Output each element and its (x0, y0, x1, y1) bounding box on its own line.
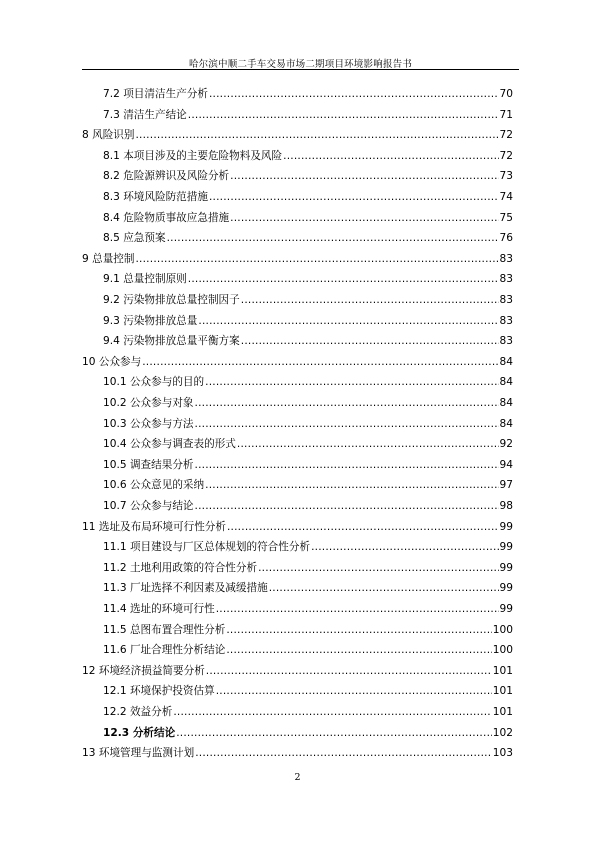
toc-entry-title: 8.2 危险源辨识及风险分析 (103, 170, 230, 183)
toc-dot-leader (283, 149, 498, 163)
toc-entry-page: 99 (499, 520, 513, 533)
toc-entry-title: 8.1 本项目涉及的主要危险物料及风险 (103, 149, 283, 162)
page-number: 2 (294, 772, 301, 783)
toc-entry[interactable] (82, 518, 513, 534)
toc-entry-page: 75 (499, 211, 513, 224)
toc-entry-title: 10.7 公众参与结论 (103, 500, 194, 512)
toc-entry[interactable] (103, 559, 513, 575)
toc-entry[interactable] (103, 538, 513, 554)
toc-dot-leader (205, 375, 498, 389)
toc-entry[interactable] (103, 147, 513, 163)
toc-entry-title: 9.3 污染物排放总量 (103, 314, 198, 327)
toc-entry-page: 92 (499, 438, 513, 451)
toc-entry-title: 10.4 公众参与调查表的形式 (103, 438, 236, 451)
toc-entry[interactable] (103, 641, 513, 657)
toc-dot-leader (167, 231, 499, 245)
toc-entry-title: 12.2 效益分析 (103, 706, 173, 718)
toc-entry-title: 10.5 调查结果分析 (103, 458, 194, 471)
toc-entry[interactable] (103, 394, 513, 410)
toc-entry-page: 101 (492, 664, 513, 677)
toc-dot-leader (176, 726, 492, 740)
toc-dot-leader (241, 334, 499, 348)
toc-entry-title: 11.3 厂址选择不利因素及减缓措施 (103, 582, 268, 595)
toc-dot-leader (195, 499, 499, 513)
toc-dot-leader (258, 561, 498, 575)
toc-entry-page: 84 (499, 417, 513, 430)
toc-entry-title: 9.2 污染物排放总量控制因子 (103, 294, 240, 306)
toc-entry-page: 72 (499, 129, 513, 142)
toc-dot-leader (269, 581, 499, 595)
toc-entry[interactable] (103, 106, 513, 122)
toc-entry[interactable] (103, 167, 513, 183)
toc-dot-leader (237, 437, 499, 451)
toc-entry-title: 11.2 土地利用政策的符合性分析 (103, 561, 258, 574)
toc-dot-leader (198, 314, 498, 328)
toc-entry-title: 10.2 公众参与对象 (103, 397, 194, 409)
toc-dot-leader (135, 252, 498, 266)
toc-entry-title: 9.1 总量控制原则 (103, 273, 187, 286)
toc-entry-title: 10.6 公众意见的采纳 (103, 479, 205, 492)
toc-entry-page: 83 (499, 335, 513, 348)
toc-entry[interactable] (103, 270, 513, 286)
toc-dot-leader (188, 272, 499, 286)
toc-entry-title: 11.4 选址的环境可行性 (103, 603, 215, 615)
toc-entry[interactable] (103, 703, 513, 719)
toc-entry-page: 99 (499, 541, 513, 554)
toc-entry-page: 84 (499, 355, 513, 368)
toc-entry-title: 11.5 总图布置合理性分析 (103, 623, 226, 636)
toc-entry-page: 73 (499, 170, 513, 183)
toc-dot-leader (226, 643, 491, 657)
toc-entry-title: 11.6 厂址合理性分析结论 (103, 644, 226, 657)
toc-entry-page: 74 (499, 191, 513, 203)
toc-entry-title: 11.1 项目建设与厂区总体规划的符合性分析 (103, 541, 311, 554)
toc-entry[interactable] (82, 744, 513, 760)
toc-entry-page: 101 (492, 706, 513, 718)
toc-entry-title: 10.1 公众参与的目的 (103, 376, 205, 389)
toc-entry[interactable] (103, 188, 513, 204)
toc-entry[interactable] (103, 291, 513, 307)
toc-entry[interactable] (103, 85, 513, 101)
toc-entry-title: 8.5 应急预案 (103, 232, 166, 245)
toc-entry-page: 84 (499, 376, 513, 389)
toc-entry[interactable] (103, 312, 513, 328)
toc-entry-title: 9 总量控制 (82, 252, 135, 265)
toc-entry-page: 99 (499, 603, 513, 615)
toc-dot-leader (230, 169, 498, 183)
running-header: 哈尔滨中顺二手车交易市场二期项目环境影响报告书 (188, 59, 413, 70)
toc-dot-leader (173, 705, 491, 719)
toc-entry-title: 11 选址及布局环境可行性分析 (82, 520, 226, 533)
toc-dot-leader (230, 211, 498, 225)
toc-entry[interactable] (103, 435, 513, 451)
toc-dot-leader (205, 478, 498, 492)
toc-entry-page: 102 (492, 726, 513, 739)
toc-entry-page: 83 (499, 314, 513, 327)
toc-dot-leader (209, 190, 499, 204)
toc-entry[interactable] (103, 456, 513, 472)
toc-entry-page: 100 (492, 623, 513, 636)
toc-entry-title: 10 公众参与 (82, 355, 142, 368)
toc-dot-leader (209, 87, 499, 101)
toc-entry[interactable] (103, 209, 513, 225)
toc-entry[interactable] (103, 621, 513, 637)
toc-entry-title: 10.3 公众参与方法 (103, 417, 194, 430)
toc-entry-title: 12.1 环境保护投资估算 (103, 685, 215, 698)
toc-entry-title: 12.3 分析结论 (103, 726, 176, 739)
toc-entry-page: 83 (499, 252, 513, 265)
toc-dot-leader (227, 520, 499, 534)
toc-entry[interactable] (82, 250, 513, 266)
toc-entry-page: 83 (499, 294, 513, 306)
toc-dot-leader (188, 108, 499, 122)
toc-dot-leader (241, 293, 499, 307)
toc-entry[interactable] (103, 415, 513, 431)
toc-entry-page: 70 (499, 88, 513, 100)
toc-entry-title: 13 环境管理与监测计划 (82, 747, 195, 760)
toc-entry-page: 99 (499, 582, 513, 595)
toc-entry-page: 97 (499, 479, 513, 492)
toc-dot-leader (195, 417, 499, 431)
toc-entry-page: 94 (499, 458, 513, 471)
toc-dot-leader (135, 128, 498, 142)
toc-entry[interactable] (103, 682, 513, 698)
toc-entry-title: 8 风险识别 (82, 129, 135, 142)
toc-entry-title: 9.4 污染物排放总量平衡方案 (103, 335, 240, 348)
toc-entry[interactable] (103, 579, 513, 595)
toc-entry-title: 7.3 清洁生产结论 (103, 108, 187, 121)
toc-entry[interactable] (82, 353, 513, 369)
toc-entry-title: 8.4 危险物质事故应急措施 (103, 211, 230, 224)
toc-dot-leader (195, 746, 492, 760)
toc-dot-leader (226, 623, 491, 637)
toc-entry-page: 99 (499, 561, 513, 574)
toc-entry[interactable] (103, 229, 513, 245)
toc-entry[interactable] (103, 497, 513, 513)
toc-entry-page: 71 (499, 108, 513, 121)
toc-dot-leader (195, 396, 499, 410)
toc-entry-page: 83 (499, 273, 513, 286)
toc-dot-leader (311, 540, 498, 554)
toc-entry-page: 72 (499, 149, 513, 162)
toc-entry-page: 101 (492, 685, 513, 698)
toc-entry-page: 76 (499, 232, 513, 245)
toc-entry-page: 103 (492, 747, 513, 760)
toc-entry-page: 84 (499, 397, 513, 409)
toc-entry[interactable] (103, 373, 513, 389)
toc-entry-title: 12 环境经济损益简要分析 (82, 664, 205, 677)
toc-dot-leader (206, 664, 492, 678)
toc-entry[interactable] (82, 662, 513, 678)
toc-dot-leader (216, 602, 499, 616)
toc-entry[interactable] (103, 600, 513, 616)
toc-dot-leader (216, 684, 492, 698)
toc-entry[interactable] (82, 126, 513, 142)
toc-entry-page: 98 (499, 500, 513, 512)
toc-entry-page: 100 (492, 644, 513, 657)
toc-entry[interactable] (103, 476, 513, 492)
toc-dot-leader (142, 355, 498, 369)
toc-dot-leader (195, 458, 499, 472)
toc-entry[interactable] (103, 332, 513, 348)
toc-entry-title: 7.2 项目清洁生产分析 (103, 88, 208, 100)
toc-entry-title: 8.3 环境风险防范措施 (103, 191, 208, 203)
toc-entry[interactable] (103, 724, 513, 740)
